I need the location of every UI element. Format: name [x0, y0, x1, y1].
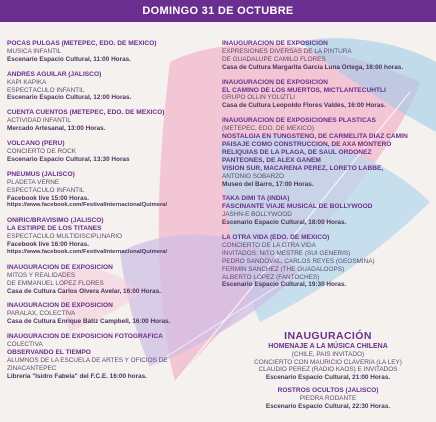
event-detail: JASHN-E BOLLYWOOD — [222, 211, 292, 219]
event-heading: POCAS PULGAS (METEPEC, EDO. DE MÉXICO) — [7, 40, 157, 47]
event-heading: INAUGURACIÓN DE EXPOSICIÓN FOTOGRÁFICA — [7, 333, 163, 341]
event-heading: PNEUMUS (JALISCO) — [7, 170, 75, 178]
event-venue[interactable]: https://www.facebook.com/FestivalInternacionalQuimera/ — [7, 202, 168, 209]
event-heading: VOLCANO (PERÚ) — [7, 140, 65, 148]
event-heading: INAUGURACIÓN DE EXPOSICIONES PLÁSTICAS — [222, 117, 376, 125]
event-heading: INAUGURACIÓN DE EXPOSICIÓN — [222, 40, 328, 47]
event-entry — [7, 264, 221, 296]
inauguration-title: INAUGURACIÓN — [284, 330, 372, 342]
event-entry — [222, 195, 434, 227]
event-heading: NOSTALGIA EN TUNGSTENO, DE CARMELITA DÍAZ CAMÍN — [222, 133, 408, 141]
event-heading: VISIÓN SUR, MACARENA PÉREZ, LORETO LABBÉ, — [222, 164, 384, 172]
event-venue: Escenario Espacio Cultural, 13:30 Horas — [7, 155, 130, 163]
event-detail: MÚSICA INFANTIL — [7, 47, 62, 55]
event-venue: Museo del Barro, 17:00 Horas. — [222, 180, 314, 188]
event-entry — [7, 333, 221, 380]
left-schedule-column — [7, 40, 221, 388]
header-bar — [0, 0, 436, 22]
event-detail: DE GUADALUPE CAMILO FLORES — [222, 55, 326, 63]
event-venue: Casa de Cultura Margarita García Luna Ortega, 16:00 horas. — [222, 63, 404, 71]
right-schedule-column — [222, 40, 434, 296]
inauguration-venue: Escenario Espacio Cultural, 21:00 Horas. — [265, 374, 391, 382]
event-entry — [7, 217, 221, 257]
inauguration-line: CONCIERTO CON MAURICIO CLAVERÍA (LA LEY) — [254, 358, 402, 366]
inauguration-line: (CHILE, PAÍS INVITADO) — [291, 350, 365, 358]
event-detail: MITOS Y REALIDADES — [7, 271, 76, 279]
inauguration-subtitle: HOMENAJE A LA MÚSICA CHILENA — [268, 343, 388, 350]
event-detail: ESPECTÁCULO INFANTIL — [7, 186, 85, 194]
inauguration-line: CLAUDIO PÉREZ (RADIO KAOS) E INVITADOS — [258, 366, 398, 374]
event-detail: ESPECTÁCULO MULTIDISCIPLINARIO — [7, 233, 122, 241]
event-heading: OBSERVANDO EL TIEMPO — [7, 349, 91, 356]
event-heading: CUENTA CUENTOS (METEPEC, EDO. DE MÉXICO) — [7, 109, 165, 117]
event-heading: FASCINANTE VIAJE MUSICAL DE BOLLYWOOD — [222, 203, 373, 211]
event-entry — [222, 40, 434, 72]
event-heading: EL CAMINO DE LOS MUERTOS, MICTLANTECUHTLI — [222, 86, 386, 94]
event-entry — [7, 140, 221, 164]
event-detail: ESPECTÁCULO INFANTIL — [7, 86, 85, 94]
event-venue: Casa de Cultura Leopoldo Flores Valdés, 16:00 Horas. — [222, 102, 386, 110]
event-detail: KAPI KAPIKA — [7, 78, 47, 86]
event-detail: INVITADOS: NITO MESTRE (SUI GENERIS) — [222, 249, 351, 257]
closing-show: PIEDRA RODANTE — [299, 394, 357, 402]
event-heading: ONIRIC/BRAVÍSIMO (JALISCO) — [7, 217, 104, 225]
event-venue: Escenario Espacio Cultural, 19:30 Horas. — [222, 281, 347, 289]
event-detail: GRUPO OLLIN YOLIZTLI — [222, 94, 296, 102]
event-detail: FERMÍN SÁNCHEZ (THE GUADALOOPS) — [222, 265, 345, 273]
event-heading: LA OTRA VIDA (EDO. DE MÉXICO) — [222, 234, 330, 242]
event-heading: ANDRÉS AGUILAR (JALISCO) — [7, 70, 102, 78]
event-venue: Facebook live 16:00 Horas. — [7, 241, 90, 249]
event-heading: INAUGURACIÓN DE EXPOSICIÓN — [222, 78, 328, 86]
page-title: DOMINGO 31 DE OCTUBRE — [142, 5, 294, 17]
event-venue: Librería "Isidro Fabela" del F.C.E. 16:00 horas. — [7, 372, 147, 380]
event-heading: INAUGURACIÓN DE EXPOSICIÓN — [7, 302, 113, 310]
event-detail: ANTONIO SOBARZO — [222, 172, 285, 180]
event-venue: Casa de Cultura Enrique Bátiz Campbell, 16:00 Horas. — [7, 318, 171, 326]
event-detail: COLECTIVA — [7, 341, 43, 349]
event-heading: PAISAJE COMO CONSTRUCCIÓN, DE AXA MONTERO — [222, 140, 392, 148]
event-venue: Mercado Artesanal, 13:00 Horas. — [7, 125, 106, 133]
event-venue[interactable]: https://www.facebook.com/FestivalInternacionalQuimera/ — [7, 248, 168, 255]
event-heading: TAKA DIMI TA (INDIA) — [222, 195, 290, 203]
event-venue: Escenario Espacio Cultural, 11:00 Horas. — [7, 55, 131, 63]
event-detail: PEDRO SANDOVAL, CARLOS REYES (GEOSMINA) — [222, 257, 375, 265]
event-entry — [222, 79, 434, 111]
event-venue: Escenario Espacio Cultural, 18:00 Horas. — [222, 219, 347, 227]
event-venue: Casa de Cultura Carlos Olvera Avelar, 16:00 Horas. — [7, 287, 162, 295]
event-detail: PLADETA VERNE — [7, 178, 60, 186]
event-entry — [7, 109, 221, 133]
event-entry — [7, 302, 221, 326]
event-detail: ACTIVIDAD INFANTIL — [7, 117, 71, 125]
event-heading: INAUGURACIÓN DE EXPOSICIÓN — [7, 263, 113, 271]
event-entry — [7, 40, 221, 64]
event-entry — [7, 171, 221, 211]
event-venue: Escenario Espacio Cultural, 12:00 Horas. — [7, 94, 132, 102]
event-detail: ZINACANTEPEC — [7, 364, 57, 372]
event-entry — [222, 234, 434, 289]
closing-venue: Escenario Espacio Cultural, 22:30 Horas. — [265, 402, 391, 410]
event-heading: RELIQUIAS DE LA PLAGA, DE SAÚL ORDOÑEZ — [222, 148, 372, 156]
event-detail: (METEPEC, EDO. DE MÉXICO) — [222, 125, 314, 133]
event-venue: Facebook live 15:00 Horas. — [7, 194, 90, 202]
event-detail: PARALAX, COLECTIVA — [7, 310, 76, 318]
event-detail: CONCIERTO DE LA OTRA VIDA — [222, 241, 316, 249]
event-detail: CONCIERTO DE ROCK — [7, 147, 77, 155]
event-detail: ALUMNOS DE LA ESCUELA DE ARTES Y OFICIOS DE — [7, 356, 168, 364]
event-detail: EXPRESIONES DIVERSAS DE LA PINTURA — [222, 47, 352, 55]
event-heading: LA ESTIRPE DE LOS TITANES — [7, 225, 102, 233]
event-detail: DE EMMANUEL LÓPEZ FLORES — [7, 279, 104, 287]
event-entry — [222, 117, 434, 188]
inauguration-block — [236, 330, 420, 410]
event-heading: PANTEONES, DE ALEX GANEM — [222, 156, 321, 164]
event-entry — [7, 71, 221, 103]
event-detail: ALBERTO LÓPEZ (FANTOCHES) — [222, 273, 320, 281]
closing-artist: ROSTROS OCULTOS (JALISCO) — [277, 386, 379, 394]
